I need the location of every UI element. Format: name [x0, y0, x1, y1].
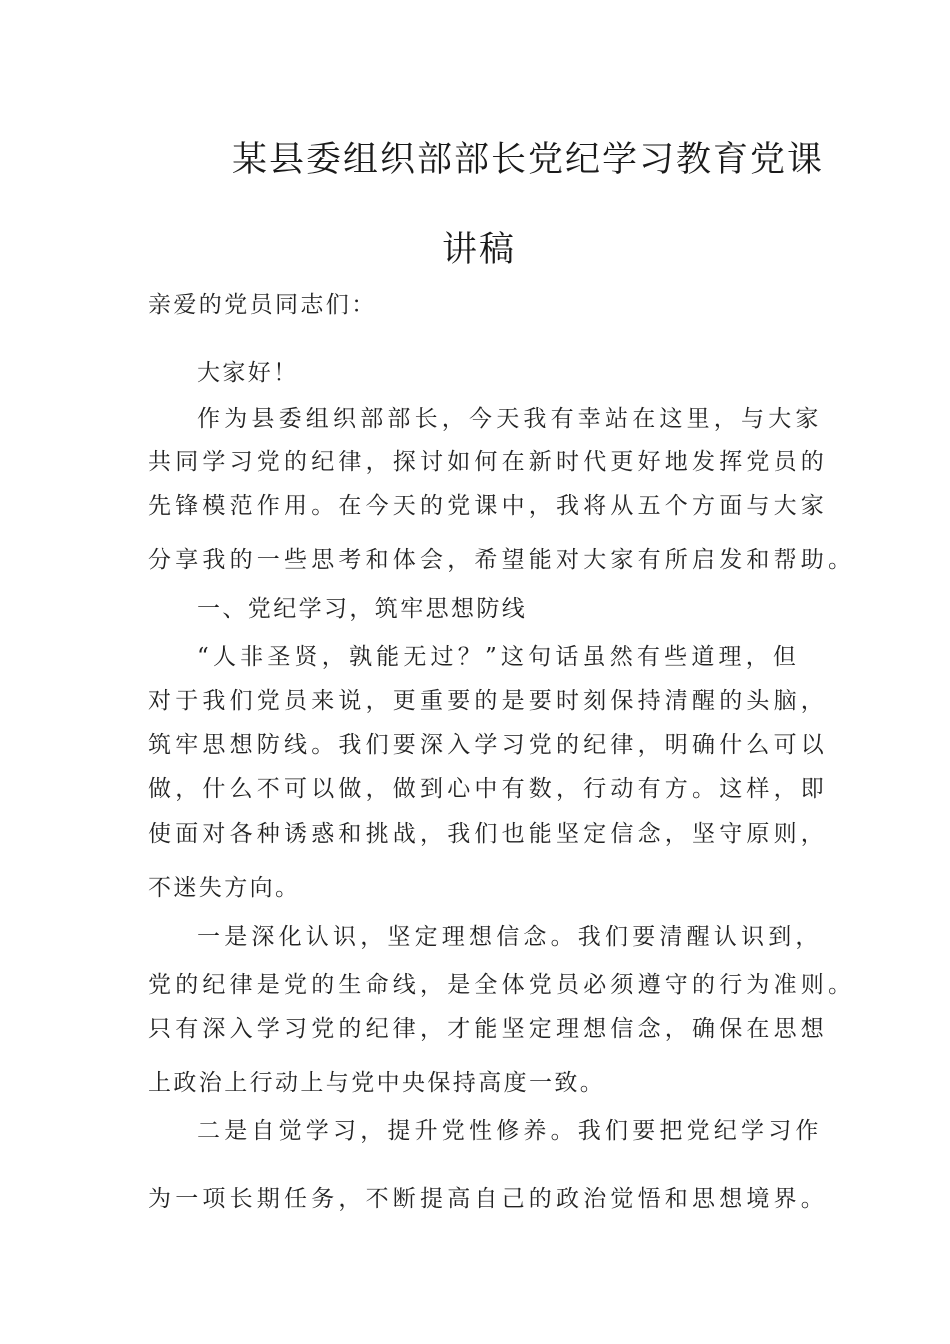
paragraph-line: 对于我们党员来说，更重要的是要时刻保持清醒的头脑， [148, 688, 828, 714]
paragraph-line: “人非圣贤，孰能无过？”这句话虽然有些道理，但 [197, 644, 801, 670]
paragraph-line: 不迷失方向。 [148, 875, 301, 901]
paragraph-line: 一是深化认识，坚定理想信念。我们要清醒认识到， [197, 924, 823, 950]
document-title-line-1: 某县委组织部部长党纪学习教育党课 [232, 140, 825, 180]
paragraph-line: 做，什么不可以做，做到心中有数，行动有方。这样，即 [148, 776, 828, 802]
greeting: 大家好！ [197, 360, 299, 386]
paragraph-line: 分享我的一些思考和体会，希望能对大家有所启发和帮助。 [148, 547, 856, 573]
paragraph-line: 先锋模范作用。在今天的党课中，我将从五个方面与大家 [148, 493, 828, 519]
paragraph-line: 上政治上行动上与党中央保持高度一致。 [148, 1070, 606, 1096]
paragraph-line: 二是自觉学习，提升党性修养。我们要把党纪学习作 [197, 1118, 823, 1144]
section-heading: 一、党纪学习，筑牢思想防线 [197, 596, 528, 622]
salutation: 亲爱的党员同志们： [148, 292, 377, 318]
paragraph-line: 党的纪律是党的生命线，是全体党员必须遵守的行为准则。 [148, 972, 856, 998]
document-title-line-2: 讲稿 [442, 230, 517, 270]
paragraph-line: 共同学习党的纪律，探讨如何在新时代更好地发挥党员的 [148, 449, 828, 475]
paragraph-line: 为一项长期任务，不断提高自己的政治觉悟和思想境界。 [148, 1186, 828, 1212]
paragraph-line: 作为县委组织部部长，今天我有幸站在这里，与大家 [197, 406, 823, 432]
paragraph-line: 使面对各种诱惑和挑战，我们也能坚定信念，坚守原则， [148, 821, 828, 847]
paragraph-line: 筑牢思想防线。我们要深入学习党的纪律，明确什么可以 [148, 732, 828, 758]
paragraph-line: 只有深入学习党的纪律，才能坚定理想信念，确保在思想 [148, 1016, 828, 1042]
